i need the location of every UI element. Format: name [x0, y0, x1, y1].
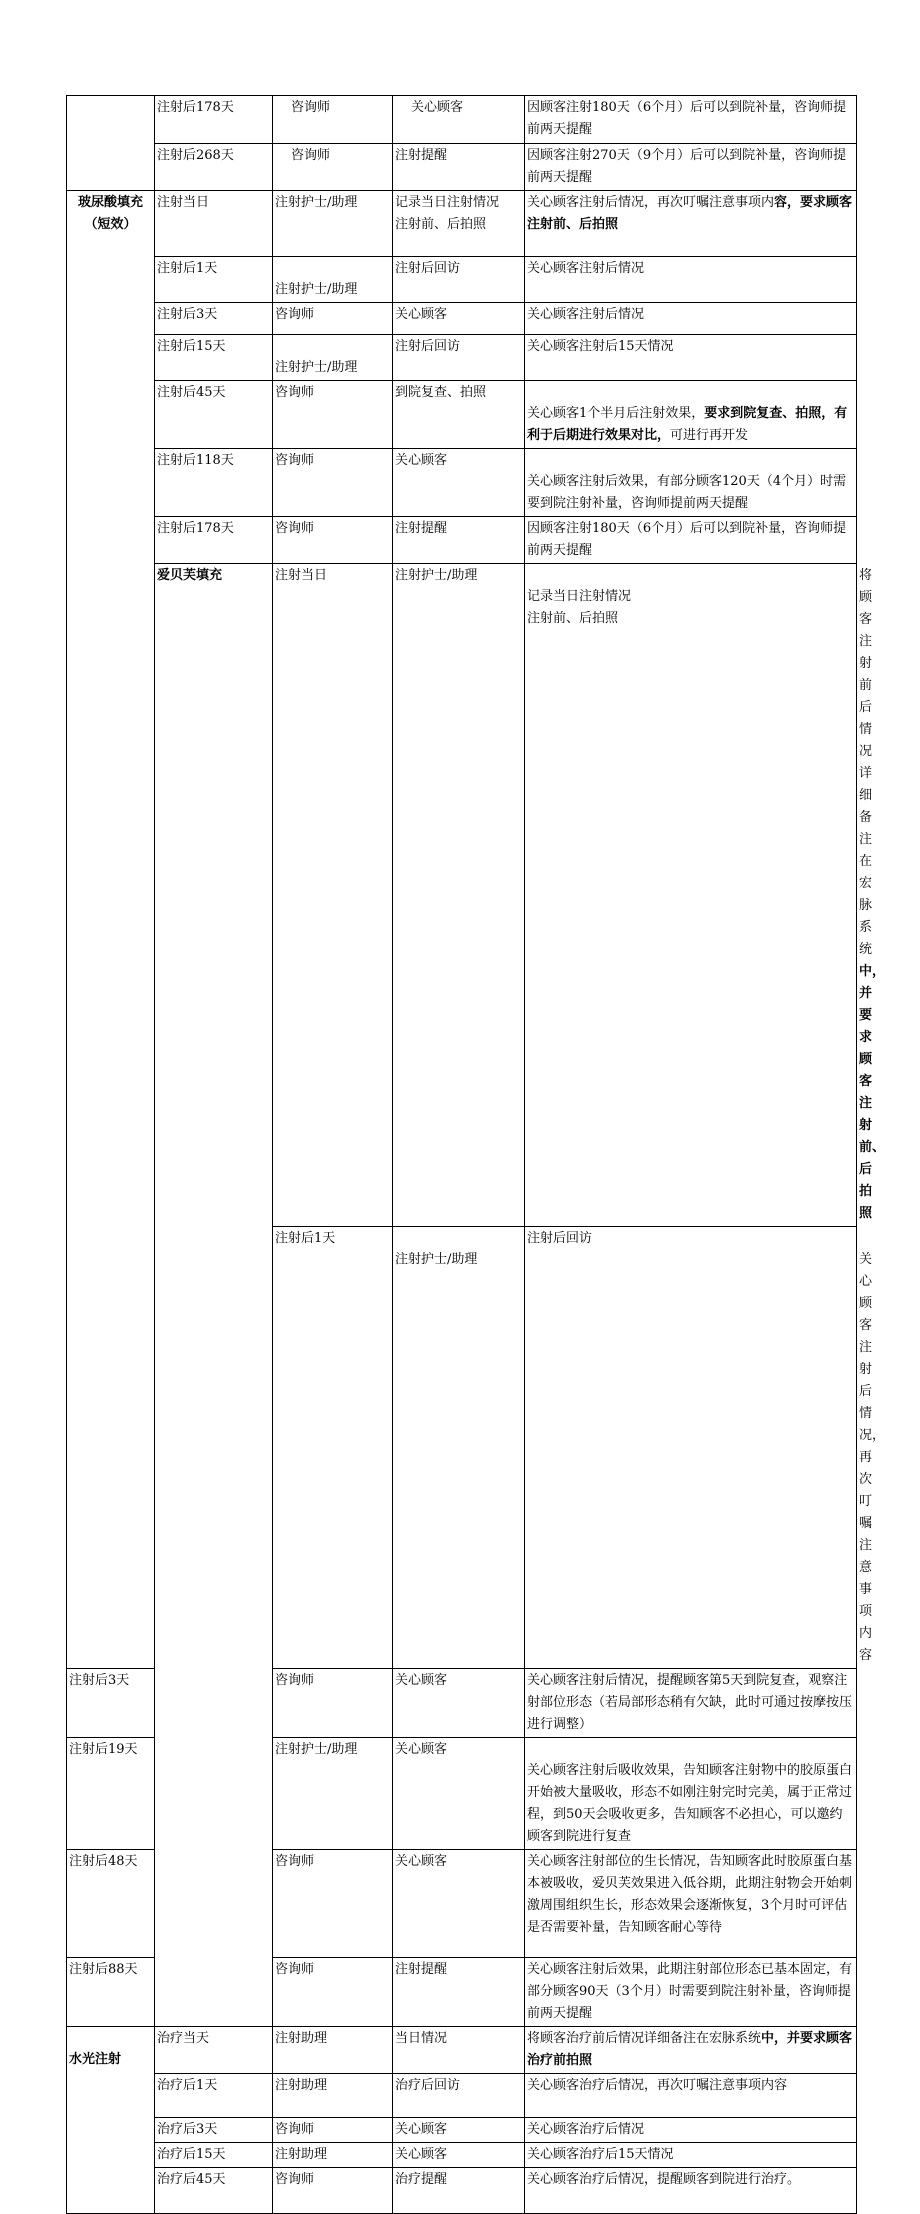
category-cell-continued	[67, 96, 155, 191]
role-cell: 咨询师	[273, 144, 393, 191]
action-cell: 当日情况	[393, 2027, 525, 2074]
role-cell: 注射助理	[273, 2143, 393, 2168]
time-cell: 注射后1天	[273, 1227, 393, 1669]
time-cell: 注射后3天	[67, 1669, 155, 1738]
role-cell: 注射护士/助理	[393, 1227, 525, 1669]
note-cell	[525, 1738, 857, 1850]
action-cell: 关心顾客	[393, 96, 525, 144]
action-cell: 关心顾客	[393, 449, 525, 517]
role-cell: 咨询师	[273, 381, 393, 449]
table-row	[67, 257, 857, 303]
time-cell: 注射后178天	[155, 517, 273, 564]
note-text: 关心顾客注射后情况	[527, 307, 645, 322]
note-text: 关心顾客注射后情况，提醒顾客第5天到院复查，观察注射部位形态（若局部形态稍有欠缺，此时可通过按摩按压进行调整）	[527, 1673, 853, 1732]
action-cell: 注射后回访	[393, 257, 525, 303]
action-cell: 关心顾客	[393, 1738, 525, 1850]
note-cell	[525, 257, 857, 303]
table-row	[67, 2168, 857, 2214]
time-cell: 治疗后1天	[155, 2074, 273, 2118]
action-cell: 关心顾客	[393, 1669, 525, 1738]
time-cell: 注射后1天	[155, 257, 273, 303]
table-row	[67, 2118, 857, 2143]
note-text: 将顾客注射前后情况详细备注在宏脉系统	[859, 568, 873, 957]
action-cell: 关心顾客	[393, 1850, 525, 1958]
note-text: 关心顾客1个半月后注射效果，	[527, 406, 705, 421]
action-cell: 到院复查、拍照	[393, 381, 525, 449]
action-cell: 注射后回访	[393, 335, 525, 381]
action-cell: 注射提醒	[393, 517, 525, 564]
note-text: 因顾客注射180天（6个月）后可以到院补量，咨询师提前两天提醒	[527, 100, 847, 137]
time-cell: 注射后178天	[155, 96, 273, 144]
note-cell	[525, 2168, 857, 2214]
role-cell: 注射护士/助理	[393, 564, 525, 1227]
action-text: 记录当日注射情况	[527, 589, 632, 604]
note-text: 关心顾客治疗后情况，提醒顾客到院进行治疗。	[527, 2172, 801, 2187]
note-cell	[525, 2074, 857, 2118]
note-text: 关心顾客注射后情况，再次叮嘱注意事项内	[527, 195, 775, 210]
note-cell	[525, 517, 857, 564]
note-text: 关心顾客注射后情况	[527, 261, 645, 276]
note-cell	[525, 381, 857, 449]
role-cell: 注射助理	[273, 2074, 393, 2118]
table-row	[67, 335, 857, 381]
note-text: 关心顾客注射后效果，有部分顾客120天（4个月）时需要到院注射补量，咨询师提前两天提醒	[527, 474, 847, 511]
time-cell: 注射后48天	[67, 1850, 155, 1958]
note-cell	[525, 144, 857, 191]
role-cell: 咨询师	[273, 1669, 393, 1738]
note-cell	[525, 449, 857, 517]
note-cell	[525, 1850, 857, 1958]
action-cell: 关心顾客	[393, 2143, 525, 2168]
action-cell: 注射提醒	[393, 1958, 525, 2027]
note-text: 关心顾客治疗后情况，再次叮嘱注意事项内容	[527, 2078, 788, 2093]
time-cell: 治疗当天	[155, 2027, 273, 2074]
note-text: 容，要求顾客注射前、后拍照	[527, 195, 853, 232]
note-cell	[525, 96, 857, 144]
note-text: 关心顾客治疗后情况	[527, 2122, 645, 2137]
note-cell	[525, 2118, 857, 2143]
action-cell: 治疗提醒	[393, 2168, 525, 2214]
time-cell: 治疗后15天	[155, 2143, 273, 2168]
category-cell: 爱贝芙填充	[155, 564, 273, 2027]
note-cell	[525, 1958, 857, 2027]
note-cell	[525, 303, 857, 335]
note-text: 关心顾客注射后15天情况	[527, 339, 674, 354]
action-text-2: 注射前、后拍照	[527, 611, 619, 626]
time-cell: 注射后88天	[67, 1958, 155, 2027]
role-cell: 咨询师	[273, 2118, 393, 2143]
note-text: 关心顾客注射后情况，再次叮嘱注意事项内容	[859, 1252, 886, 1663]
note-cell	[525, 335, 857, 381]
table-row	[67, 144, 857, 191]
follow-up-schedule-table	[66, 95, 886, 2214]
note-text: 要求到院复查、拍照，有利于后期进行效果对比，	[527, 406, 848, 443]
note-cell	[525, 2143, 857, 2168]
role-cell: 注射护士/助理	[273, 257, 393, 303]
note-text: 中，并要求顾客治疗前拍照	[527, 2031, 853, 2068]
time-cell: 治疗后45天	[155, 2168, 273, 2214]
time-cell: 注射后3天	[155, 303, 273, 335]
action-cell: 注射后回访	[525, 1227, 857, 1669]
role-cell: 咨询师	[273, 2168, 393, 2214]
note-text: 关心顾客治疗后15天情况	[527, 2147, 674, 2162]
note-text: 关心顾客注射后吸收效果，告知顾客注射物中的胶原蛋白开始被大量吸收，形态不如刚注射完时完美，属于正常过程，到50天会吸收更多，告知顾客不必担心，可以邀约顾客到院进行复查	[527, 1763, 853, 1844]
table-row	[67, 96, 857, 144]
note-cell	[525, 2027, 857, 2074]
note-text: 将顾客治疗前后情况详细备注在宏脉系统	[527, 2031, 762, 2046]
action-cell	[393, 191, 525, 257]
time-cell: 注射后45天	[155, 381, 273, 449]
category-cell: 水光注射	[67, 2027, 155, 2214]
note-cell	[525, 191, 857, 257]
role-cell: 咨询师	[273, 303, 393, 335]
time-cell: 注射当日	[155, 191, 273, 257]
action-cell: 治疗后回访	[393, 2074, 525, 2118]
role-cell: 咨询师	[273, 517, 393, 564]
role-cell: 注射护士/助理	[273, 1738, 393, 1850]
time-cell: 注射当日	[273, 564, 393, 1227]
table-row	[67, 2074, 857, 2118]
role-cell: 注射助理	[273, 2027, 393, 2074]
role-cell: 咨询师	[273, 1850, 393, 1958]
time-cell: 注射后118天	[155, 449, 273, 517]
table-row	[67, 2027, 857, 2074]
role-cell: 咨询师	[273, 96, 393, 144]
note-text: 可进行再开发	[670, 428, 749, 443]
time-cell: 注射后268天	[155, 144, 273, 191]
time-cell: 治疗后3天	[155, 2118, 273, 2143]
role-cell: 咨询师	[273, 1958, 393, 2027]
table-row	[67, 517, 857, 564]
time-cell: 注射后15天	[155, 335, 273, 381]
table-row	[67, 564, 857, 1227]
table-row	[67, 381, 857, 449]
action-text: 记录当日注射情况	[395, 195, 500, 210]
action-cell: 注射提醒	[393, 144, 525, 191]
note-text: 关心顾客注射部位的生长情况，告知顾客此时胶原蛋白基本被吸收，爱贝芙效果进入低谷期，此期注射物会开始刺激周围组织生长，形态效果会逐渐恢复，3个月时可评估是否需要补量，告知顾客耐心等待	[527, 1854, 853, 1935]
note-text: 因顾客注射270天（9个月）后可以到院补量，咨询师提前两天提醒	[527, 148, 847, 185]
table-row	[67, 303, 857, 335]
time-cell: 注射后19天	[67, 1738, 155, 1850]
note-text: 中，并要求顾客注射前、后拍照	[859, 964, 886, 1221]
note-text: 因顾客注射180天（6个月）后可以到院补量，咨询师提前两天提醒	[527, 521, 847, 558]
role-cell: 咨询师	[273, 449, 393, 517]
action-cell	[525, 564, 857, 1227]
note-cell	[525, 1669, 857, 1738]
table-row	[67, 191, 857, 257]
note-text: 关心顾客注射后效果，此期注射部位形态已基本固定，有部分顾客90天（3个月）时需要到院注射补量，咨询师提前两天提醒	[527, 1962, 853, 2021]
category-cell: 玻尿酸填充（短效）	[67, 191, 155, 1669]
table-row	[67, 2143, 857, 2168]
table-row	[67, 449, 857, 517]
action-text-2: 注射前、后拍照	[395, 217, 487, 232]
role-cell: 注射护士/助理	[273, 191, 393, 257]
action-cell: 关心顾客	[393, 2118, 525, 2143]
action-cell: 关心顾客	[393, 303, 525, 335]
role-cell: 注射护士/助理	[273, 335, 393, 381]
